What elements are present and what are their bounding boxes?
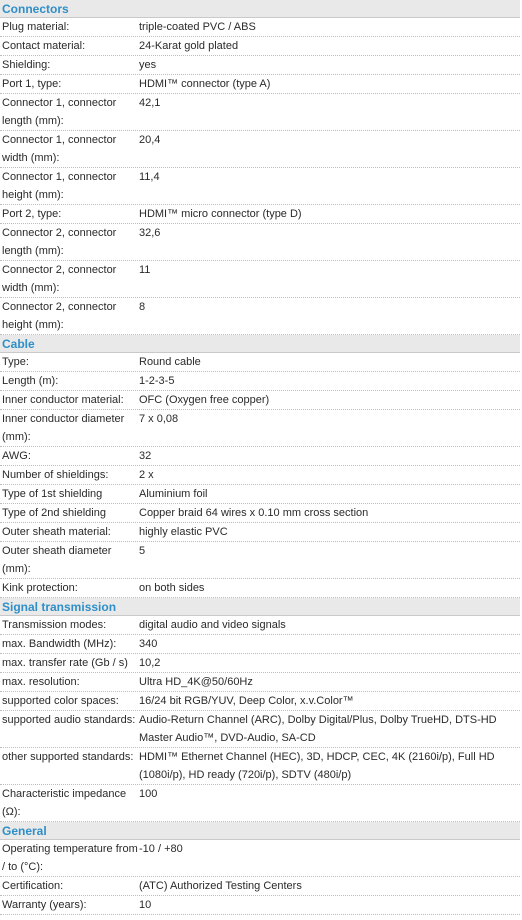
- spec-value: 7 x 0,08: [139, 413, 179, 425]
- spec-label: max. Bandwidth (MHz):: [2, 638, 117, 650]
- spec-row: [0, 447, 520, 466]
- spec-value: 10: [139, 899, 152, 911]
- spec-value: 32: [139, 450, 152, 462]
- spec-label: Characteristic impedance (Ω):: [2, 788, 127, 818]
- spec-value: 340: [139, 638, 158, 650]
- spec-row: [0, 840, 520, 877]
- spec-label: Port 1, type:: [2, 78, 62, 90]
- spec-label: supported audio standards:: [2, 714, 136, 726]
- spec-row: [0, 466, 520, 485]
- spec-value: 16/24 bit RGB/YUV, Deep Color, x.v.Color™: [139, 695, 354, 707]
- spec-row: [0, 37, 520, 56]
- spec-row: [0, 131, 520, 168]
- spec-row: [0, 372, 520, 391]
- spec-value: Ultra HD_4K@50/60Hz: [139, 676, 253, 688]
- spec-label: other supported standards:: [2, 751, 134, 763]
- section-header-connectors: Connectors: [0, 0, 520, 18]
- spec-row: [0, 94, 520, 131]
- spec-row: [0, 635, 520, 654]
- spec-label: Number of shieldings:: [2, 469, 109, 481]
- spec-label: Type of 2nd shielding: [2, 507, 106, 519]
- spec-row: [0, 485, 520, 504]
- spec-row: [0, 711, 520, 748]
- spec-value: yes: [139, 59, 157, 71]
- spec-row: [0, 298, 520, 335]
- spec-value: HDMI™ micro connector (type D): [139, 208, 302, 220]
- spec-value: 11,4: [139, 171, 160, 183]
- spec-label: Connector 1, connector height (mm):: [2, 171, 117, 201]
- spec-row: [0, 205, 520, 224]
- spec-value: 20,4: [139, 134, 161, 146]
- spec-row: [0, 896, 520, 915]
- spec-label: Certification:: [2, 880, 64, 892]
- spec-row: [0, 410, 520, 447]
- spec-value: HDMI™ Ethernet Channel (HEC), 3D, HDCP, CEC, 4K (2160i/p), Full HD (1080i/p), HD ready (720i/p), SDTV (480i/p): [139, 751, 495, 781]
- spec-label: AWG:: [2, 450, 31, 462]
- spec-label: Connector 2, connector width (mm):: [2, 264, 117, 294]
- spec-value: 11: [139, 264, 151, 276]
- spec-label: Inner conductor diameter (mm):: [2, 413, 125, 443]
- spec-value: 24-Karat gold plated: [139, 40, 239, 52]
- spec-value: 2 x: [139, 469, 154, 481]
- spec-label: supported color spaces:: [2, 695, 119, 707]
- spec-value: 42,1: [139, 97, 161, 109]
- spec-label: Connector 1, connector width (mm):: [2, 134, 117, 164]
- spec-label: Warranty (years):: [2, 899, 87, 911]
- spec-label: max. resolution:: [2, 676, 80, 688]
- spec-label: Connector 2, connector height (mm):: [2, 301, 117, 331]
- spec-label: Inner conductor material:: [2, 394, 124, 406]
- spec-label: Connector 2, connector length (mm):: [2, 227, 117, 257]
- spec-row: [0, 542, 520, 579]
- spec-value: 10,2: [139, 657, 161, 669]
- spec-value: Round cable: [139, 356, 201, 368]
- spec-value: OFC (Oxygen free copper): [139, 394, 270, 406]
- spec-value: 100: [139, 788, 158, 800]
- spec-label: Contact material:: [2, 40, 86, 52]
- spec-value: Audio-Return Channel (ARC), Dolby Digital/Plus, Dolby TrueHD, DTS-HD Master Audio™, DVD-Audio, SA-CD: [139, 714, 497, 744]
- spec-value: HDMI™ connector (type A): [139, 78, 271, 90]
- spec-row: [0, 353, 520, 372]
- spec-row: [0, 579, 520, 598]
- spec-label: Type:: [2, 356, 29, 368]
- spec-label: Length (m):: [2, 375, 59, 387]
- section-header-signal-transmission: Signal transmission: [0, 598, 520, 616]
- section-header-general: General: [0, 822, 520, 840]
- spec-row: [0, 673, 520, 692]
- spec-value: triple-coated PVC / ABS: [139, 21, 256, 33]
- spec-value: digital audio and video signals: [139, 619, 286, 631]
- spec-label: Outer sheath diameter (mm):: [2, 545, 112, 575]
- spec-row: [0, 523, 520, 542]
- spec-row: [0, 877, 520, 896]
- spec-value: (ATC) Authorized Testing Centers: [139, 880, 302, 892]
- spec-label: Port 2, type:: [2, 208, 62, 220]
- spec-value: 5: [139, 545, 146, 557]
- spec-value: 32,6: [139, 227, 161, 239]
- spec-label: Shielding:: [2, 59, 51, 71]
- spec-row: [0, 504, 520, 523]
- spec-label: Plug material:: [2, 21, 70, 33]
- spec-value: highly elastic PVC: [139, 526, 228, 538]
- spec-label: Operating temperature from / to (°C):: [2, 843, 138, 873]
- spec-value: Copper braid 64 wires x 0.10 mm cross section: [139, 507, 369, 519]
- spec-row: [0, 748, 520, 785]
- section-header-cable: Cable: [0, 335, 520, 353]
- spec-label: Type of 1st shielding: [2, 488, 103, 500]
- spec-row: [0, 18, 520, 37]
- spec-value: on both sides: [139, 582, 205, 594]
- spec-row: [0, 168, 520, 205]
- spec-label: max. transfer rate (Gb / s): [2, 657, 128, 669]
- spec-row: [0, 616, 520, 635]
- spec-row: [0, 785, 520, 822]
- spec-label: Kink protection:: [2, 582, 78, 594]
- spec-row: [0, 224, 520, 261]
- spec-row: [0, 75, 520, 94]
- spec-value: 1-2-3-5: [139, 375, 175, 387]
- spec-row: [0, 56, 520, 75]
- spec-label: Connector 1, connector length (mm):: [2, 97, 117, 127]
- spec-value: Aluminium foil: [139, 488, 208, 500]
- spec-row: [0, 692, 520, 711]
- spec-value: -10 / +80: [139, 843, 183, 855]
- spec-row: [0, 391, 520, 410]
- spec-label: Transmission modes:: [2, 619, 107, 631]
- spec-label: Outer sheath material:: [2, 526, 111, 538]
- spec-row: [0, 261, 520, 298]
- spec-value: 8: [139, 301, 146, 313]
- spec-row: [0, 654, 520, 673]
